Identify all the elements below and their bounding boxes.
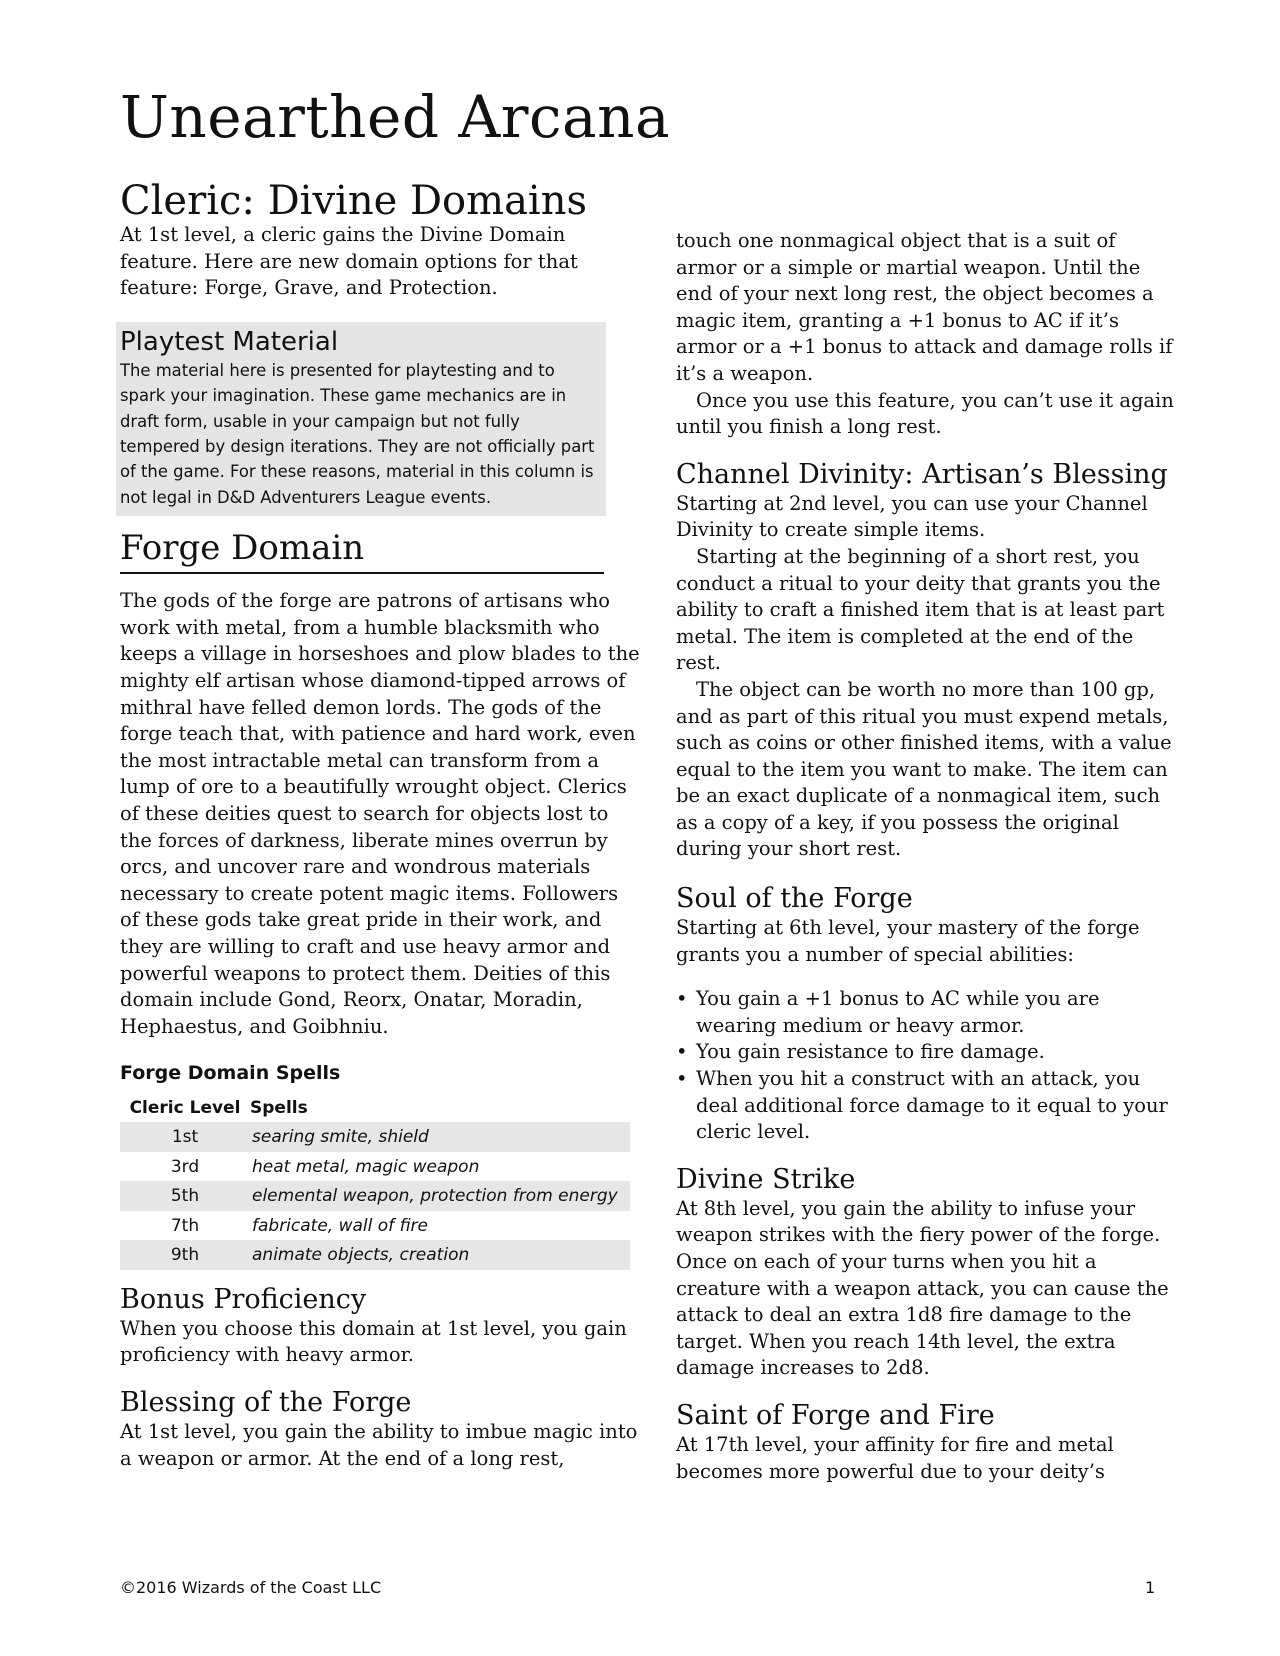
bonus-proficiency-text: When you choose this domain at 1st level, you gain proficiency with heavy armor. — [120, 1316, 627, 1367]
channel-divinity-text-2: Starting at the beginning of a short rest, you conduct a ritual to your deity that grants you the ability to craft a finished item that is at least part metal. The item is completed at the end of the rest. — [676, 544, 1165, 675]
level-cell: 9th — [120, 1240, 250, 1270]
list-item: • When you hit a construct with an attack, you deal additional force damage to it equal to your cleric level. — [676, 1066, 1176, 1146]
soul-of-the-forge-title: Soul of the Forge — [676, 883, 913, 915]
page-number: 1 — [1145, 1578, 1156, 1597]
divine-strike-text: At 8th level, you gain the ability to infuse your weapon strikes with the fiery power of the forge. Once on each of your turns when you hit a creature with a weapon attack, you can cause the attack to deal an extra 1d8 fire damage to the target. When you reach 14th level, the extra damage increases to 2d8. — [676, 1196, 1169, 1380]
blessing-text: At 1st level, you gain the ability to imbue magic into a weapon or armor. At the end of a long rest, — [120, 1420, 638, 1470]
spells-cell: fabricate, wall of fire — [252, 1215, 428, 1236]
document-title: Unearthed Arcana — [120, 83, 671, 151]
table-row — [120, 1240, 630, 1270]
divine-strike-title: Divine Strike — [676, 1163, 856, 1195]
forge-domain-description: The gods of the forge are patrons of artisans who work with metal, from a humble blacksmith who keeps a village in horseshoes and plow blades to the mighty elf artisan whose diamond-tipped arrows of mithral have felled demon lords. The gods of the forge teach that, with patience and hard work, even the most intractable metal can transform from a lump of ore to a beautifully wrought object. Clerics of these deities quest to search for objects lost to the forces of darkness, liberate mines overrun by orcs, and uncover rare and wondrous materials necessary to create potent magic items. Followers of these gods take great pride in their work, and they are willing to craft and use heavy armor and powerful weapons to protect them. Deities of this domain include Gond, Reorx, Onatar, Moradin, Hephaestus, and Goibhniu. — [120, 589, 640, 1038]
section-title: Cleric: Divine Domains — [120, 178, 587, 224]
spells-table-title: Forge Domain Spells — [120, 1062, 341, 1085]
list-item: • You gain a +1 bonus to AC while you are wearing medium or heavy armor. — [676, 986, 1176, 1039]
blessing-title: Blessing of the Forge — [120, 1387, 412, 1418]
intro-paragraph: At 1st level, a cleric gains the Divine Domain feature. Here are new domain options for that feature: Forge, Grave, and Protection. — [120, 223, 578, 300]
forge-domain-spells-table — [120, 1094, 630, 1270]
spells-cell: heat metal, magic weapon — [252, 1156, 480, 1177]
playtest-box — [116, 322, 606, 516]
list-item: • You gain resistance to fire damage. — [676, 1039, 1176, 1066]
level-cell: 3rd — [170, 1156, 200, 1177]
saint-of-forge-title: Saint of Forge and Fire — [676, 1399, 995, 1431]
blessing-continued-text: touch one nonmagical object that is a suit of armor or a simple or martial weapon. Until the end of your next long rest, the object becomes a magic item, granting a +1 bonus to AC if it’s armor or a +1 bonus to attack and damage rolls if it’s a weapon. — [676, 229, 1173, 385]
table-row — [120, 1181, 630, 1211]
channel-divinity-title: Channel Divinity: Artisan’s Blessing — [676, 458, 1168, 490]
right-column — [676, 228, 1176, 1485]
spells-cell: elemental weapon, protection from energy — [250, 1181, 630, 1211]
level-cell: 7th — [170, 1215, 200, 1236]
channel-divinity-text-3: The object can be worth no more than 100 gp, and as part of this ritual you must expend metals, such as coins or other finished items, with a value equal to the item you want to make. The item can be an exact duplicate of a nonmagical item, such as a copy of a key, if you possess the original during your short rest. — [676, 677, 1172, 861]
bonus-proficiency-title: Bonus Proficiency — [120, 1283, 367, 1315]
spells-cell: searing smite, shield — [250, 1122, 630, 1152]
table-row — [120, 1211, 630, 1241]
copyright-footer: ©2016 Wizards of the Coast LLC — [120, 1578, 382, 1597]
soul-of-the-forge-list — [676, 986, 1176, 1146]
level-cell: 1st — [120, 1122, 250, 1152]
channel-divinity-text-1: Starting at 2nd level, you can use your Channel Divinity to create simple items. — [676, 491, 1148, 542]
header-cleric-level: Cleric Level — [129, 1098, 241, 1119]
playtest-title: Playtest Material — [120, 326, 339, 357]
saint-of-forge-text: At 17th level, your affinity for fire and metal becomes more powerful due to your deity’s — [676, 1432, 1114, 1483]
table-row — [120, 1122, 630, 1152]
level-cell: 5th — [120, 1181, 250, 1211]
forge-domain-title: Forge Domain — [120, 526, 604, 574]
soul-of-the-forge-text: Starting at 6th level, your mastery of the forge grants you a number of special abilities: — [676, 916, 1140, 966]
spells-cell: animate objects, creation — [250, 1240, 630, 1270]
left-column — [120, 176, 640, 1472]
header-spells: Spells — [250, 1098, 308, 1119]
table-row — [120, 1152, 630, 1182]
blessing-continued-text-2: Once you use this feature, you can’t use it again until you finish a long rest. — [676, 388, 1174, 439]
playtest-text: The material here is presented for playtesting and to spark your imagination. These game mechanics are in draft form, usable in your campaign but not fully tempered by design iterations. They are not officially part of the game. For these reasons, material in this column is not legal in D&D Adventurers League events. — [120, 360, 595, 507]
table-header-row — [120, 1094, 630, 1122]
